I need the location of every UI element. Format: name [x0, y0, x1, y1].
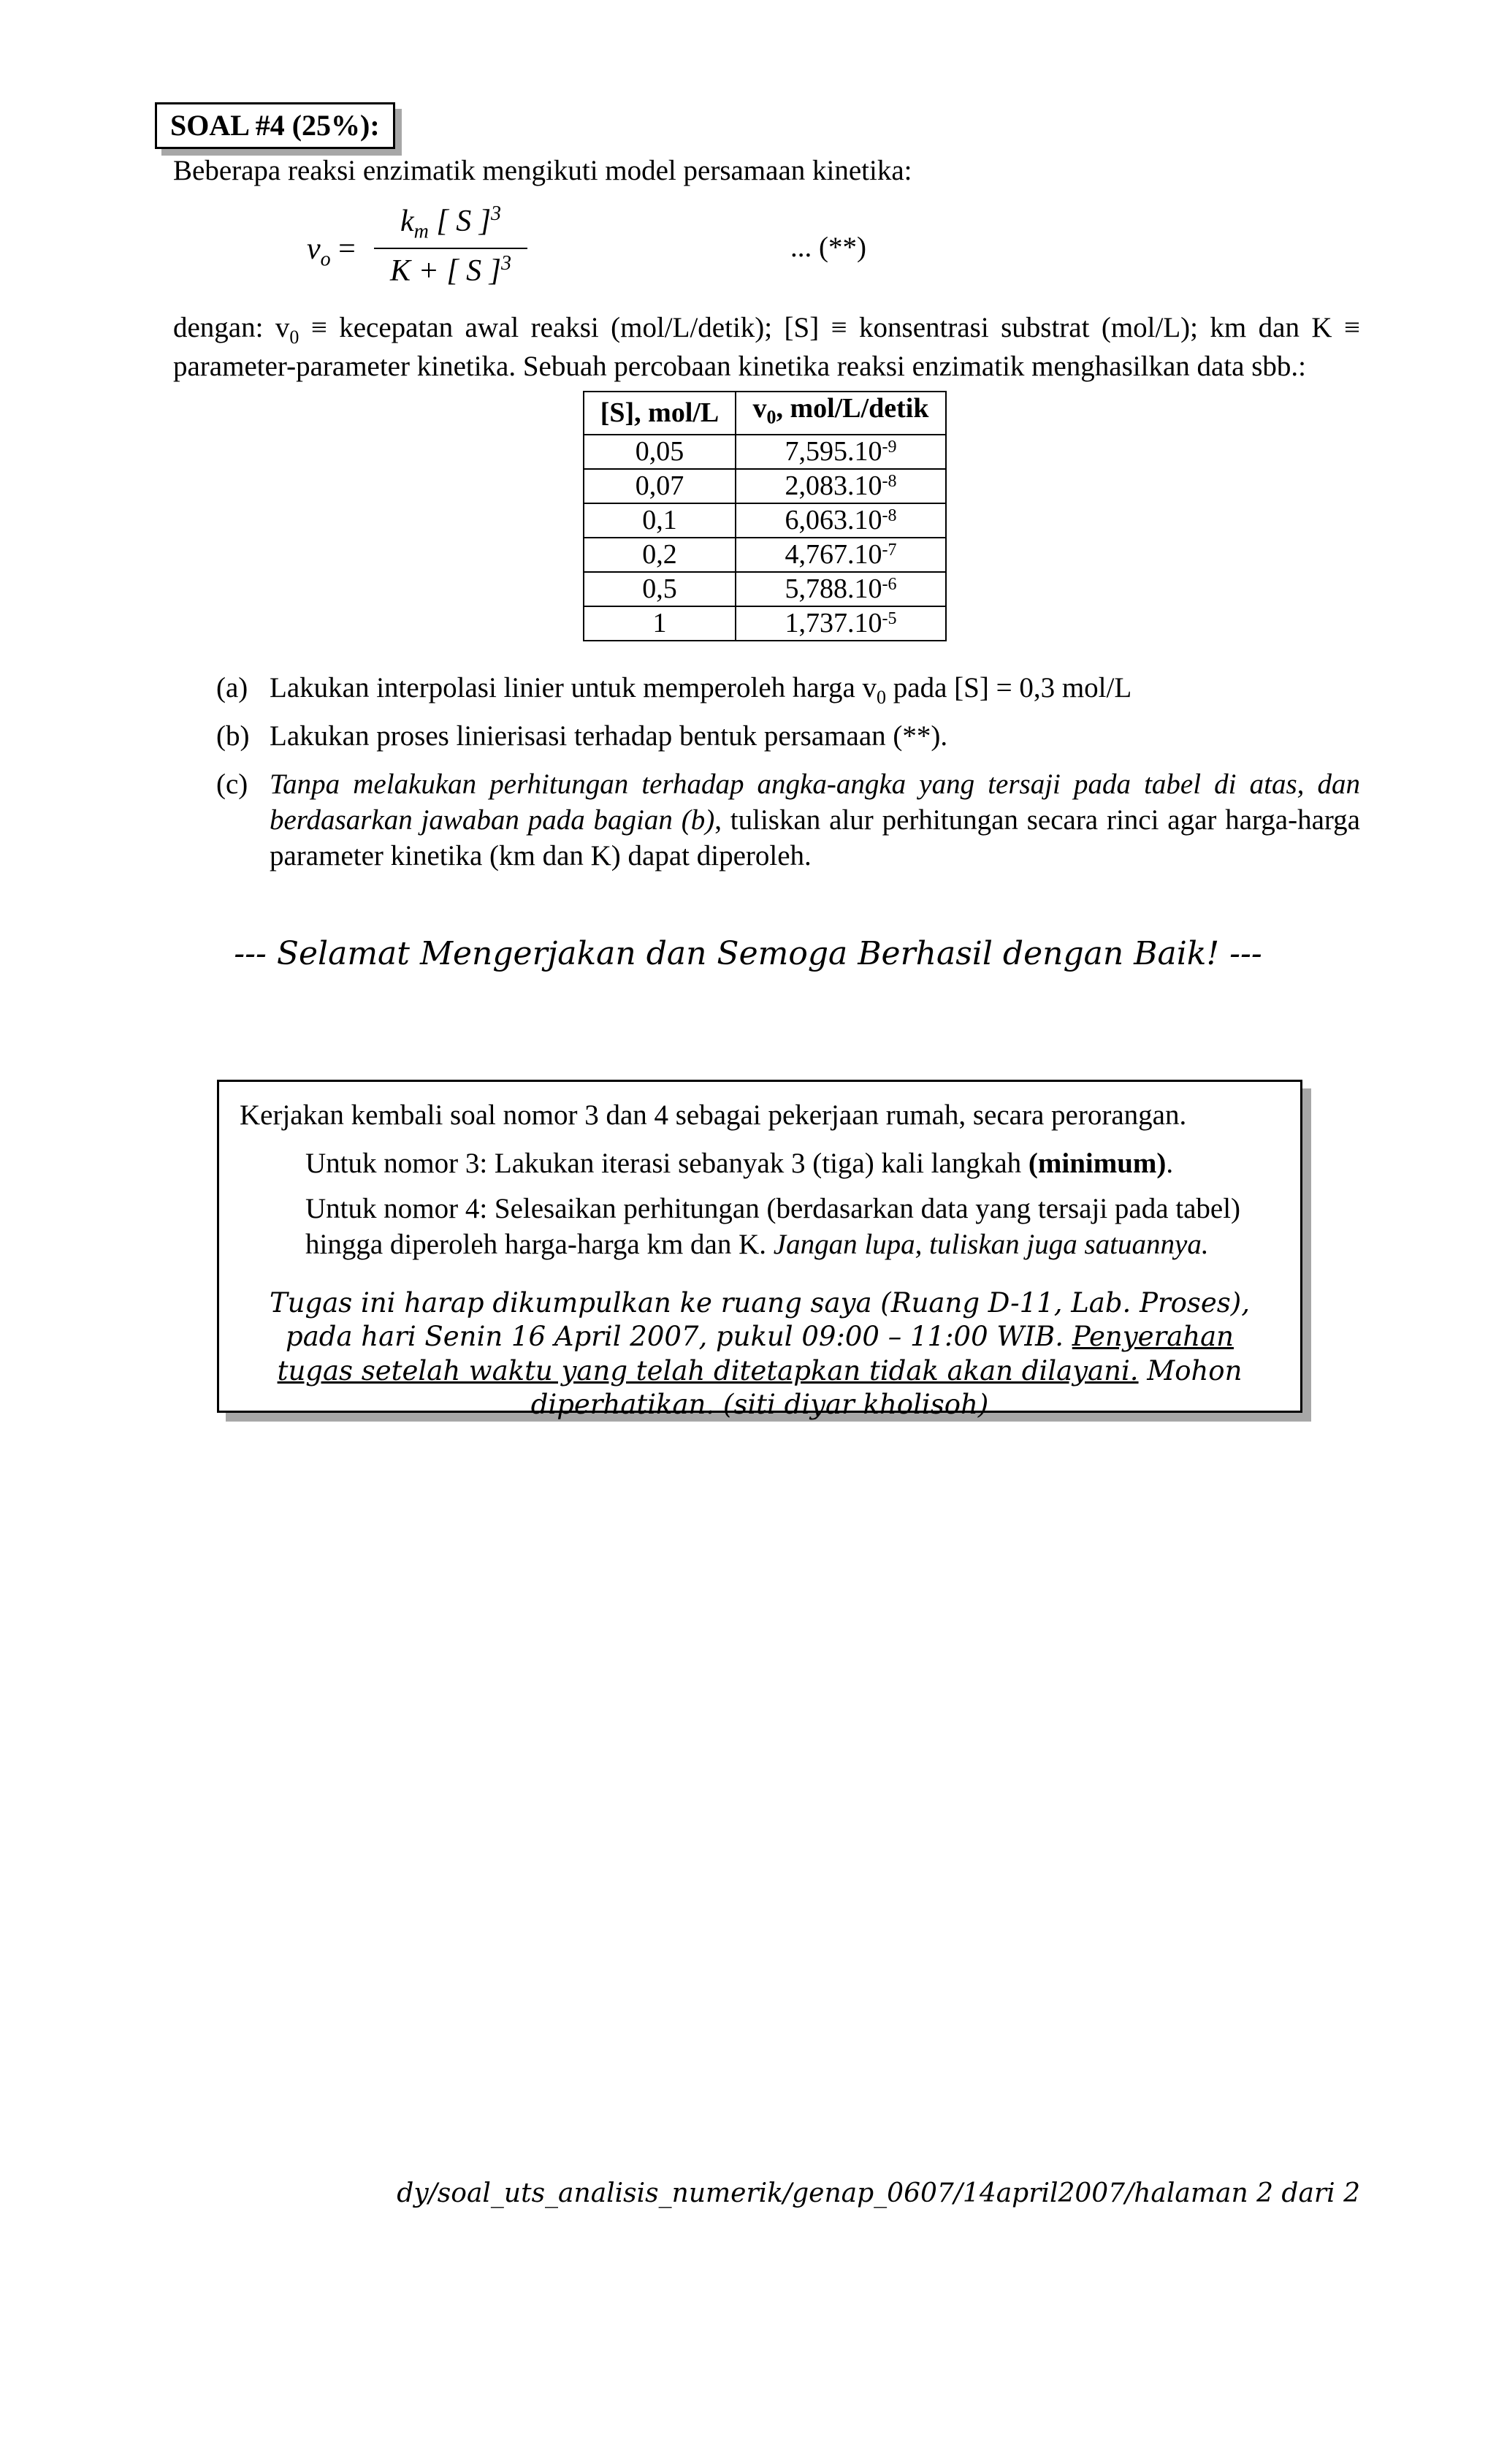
- cell-s: 0,2: [584, 538, 736, 572]
- table-row: [584, 435, 946, 469]
- table-row: [584, 572, 946, 606]
- cell-v: $2,083.10^{-8}$: [736, 469, 946, 503]
- question-b: [216, 719, 1360, 755]
- formula-numerator: $k_m$ [ S ]$^3$: [400, 202, 502, 243]
- notice-number-3: Untuk nomor 3: Lakukan iterasi sebanyak 3 (tiga) kali langkah (minimum).: [305, 1148, 1174, 1179]
- cell-v: $5,788.10^{-6}$: [736, 572, 946, 606]
- kinetics-formula: [307, 201, 599, 303]
- closing-message: --- Selamat Mengerjakan dan Semoga Berhasil dengan Baik! ---: [234, 935, 1262, 972]
- kinetics-data-table: [583, 391, 947, 641]
- table-header-row: [584, 392, 946, 435]
- table-row: [584, 606, 946, 641]
- question-a-text: Lakukan interpolasi linier untuk memperoleh harga $v_0$ pada [S] = 0,3 mol/L: [270, 672, 1132, 708]
- formula-fraction: [374, 201, 527, 291]
- question-heading: SOAL #4 (25%):: [155, 102, 395, 149]
- cell-s: 1: [584, 606, 736, 641]
- cell-s: 0,05: [584, 435, 736, 469]
- question-c-label: (c): [216, 768, 248, 800]
- page-footer: dy/soal_uts_analisis_numerik/genap_0607/14april2007/halaman 2 dari 2: [397, 2178, 1360, 2208]
- question-c-text: Tanpa melakukan perhitungan terhadap angka-angka yang tersaji pada tabel di atas, dan berdasarkan jawaban pada bagian (b), tuliskan alur perhitungan secara rinci agar harga-harga parameter kinetika (km dan K) dapat diperoleh.: [270, 768, 1360, 871]
- table-row: [584, 538, 946, 572]
- cell-s: 0,1: [584, 503, 736, 538]
- notice-intro: Kerjakan kembali soal nomor 3 dan 4 sebagai pekerjaan rumah, secara perorangan.: [240, 1099, 1187, 1131]
- question-c: [216, 767, 1360, 874]
- notice-number-4: Untuk nomor 4: Selesaikan perhitungan (berdasarkan data yang tersaji pada tabel) hingga diperoleh harga-harga km dan K. Jangan lupa, tuliskan juga satuannya.: [305, 1193, 1241, 1260]
- header-velocity: $v_0$, mol/L/detik: [736, 392, 946, 435]
- formula-denominator: K + [ S ]$^3$: [389, 252, 512, 288]
- homework-notice-box: [217, 1080, 1302, 1420]
- cell-v: $7,595.10^{-9}$: [736, 435, 946, 469]
- submission-note: Tugas ini harap dikumpulkan ke ruang saya (Ruang D-11, Lab. Proses), pada hari Senin 16 April 2007, pukul 09:00 – 11:00 WIB. Penyerahan tugas setelah waktu yang telah ditetapkan tidak akan dilayani. Mohon diperhatikan. (siti diyar kholisoh): [270, 1287, 1250, 1420]
- definition-text: dengan: $v_0$ ≡ kecepatan awal reaksi (mol/L/detik); [S] ≡ konsentrasi substrat (mol/L); km dan K ≡ parameter-parameter kinetika. Sebuah percobaan kinetika reaksi enzimatik menghasilkan data sbb.:: [173, 312, 1360, 383]
- header-substrate: [S], mol/L: [584, 392, 736, 435]
- intro-text: Beberapa reaksi enzimatik mengikuti model persamaan kinetika:: [173, 155, 912, 186]
- equation-label: ... (**): [790, 232, 866, 263]
- question-a-label: (a): [216, 672, 248, 703]
- cell-v: $6,063.10^{-8}$: [736, 503, 946, 538]
- cell-v: $4,767.10^{-7}$: [736, 538, 946, 572]
- formula-lhs: $v_o$ =: [307, 232, 356, 271]
- table-row: [584, 503, 946, 538]
- cell-v: $1,737.10^{-5}$: [736, 606, 946, 641]
- cell-s: 0,5: [584, 572, 736, 606]
- table-row: [584, 469, 946, 503]
- question-b-text: Lakukan proses linierisasi terhadap bentuk persamaan (**).: [270, 720, 948, 752]
- question-b-label: (b): [216, 720, 250, 752]
- fraction-bar: [374, 248, 527, 249]
- question-a: [216, 671, 1360, 709]
- cell-s: 0,07: [584, 469, 736, 503]
